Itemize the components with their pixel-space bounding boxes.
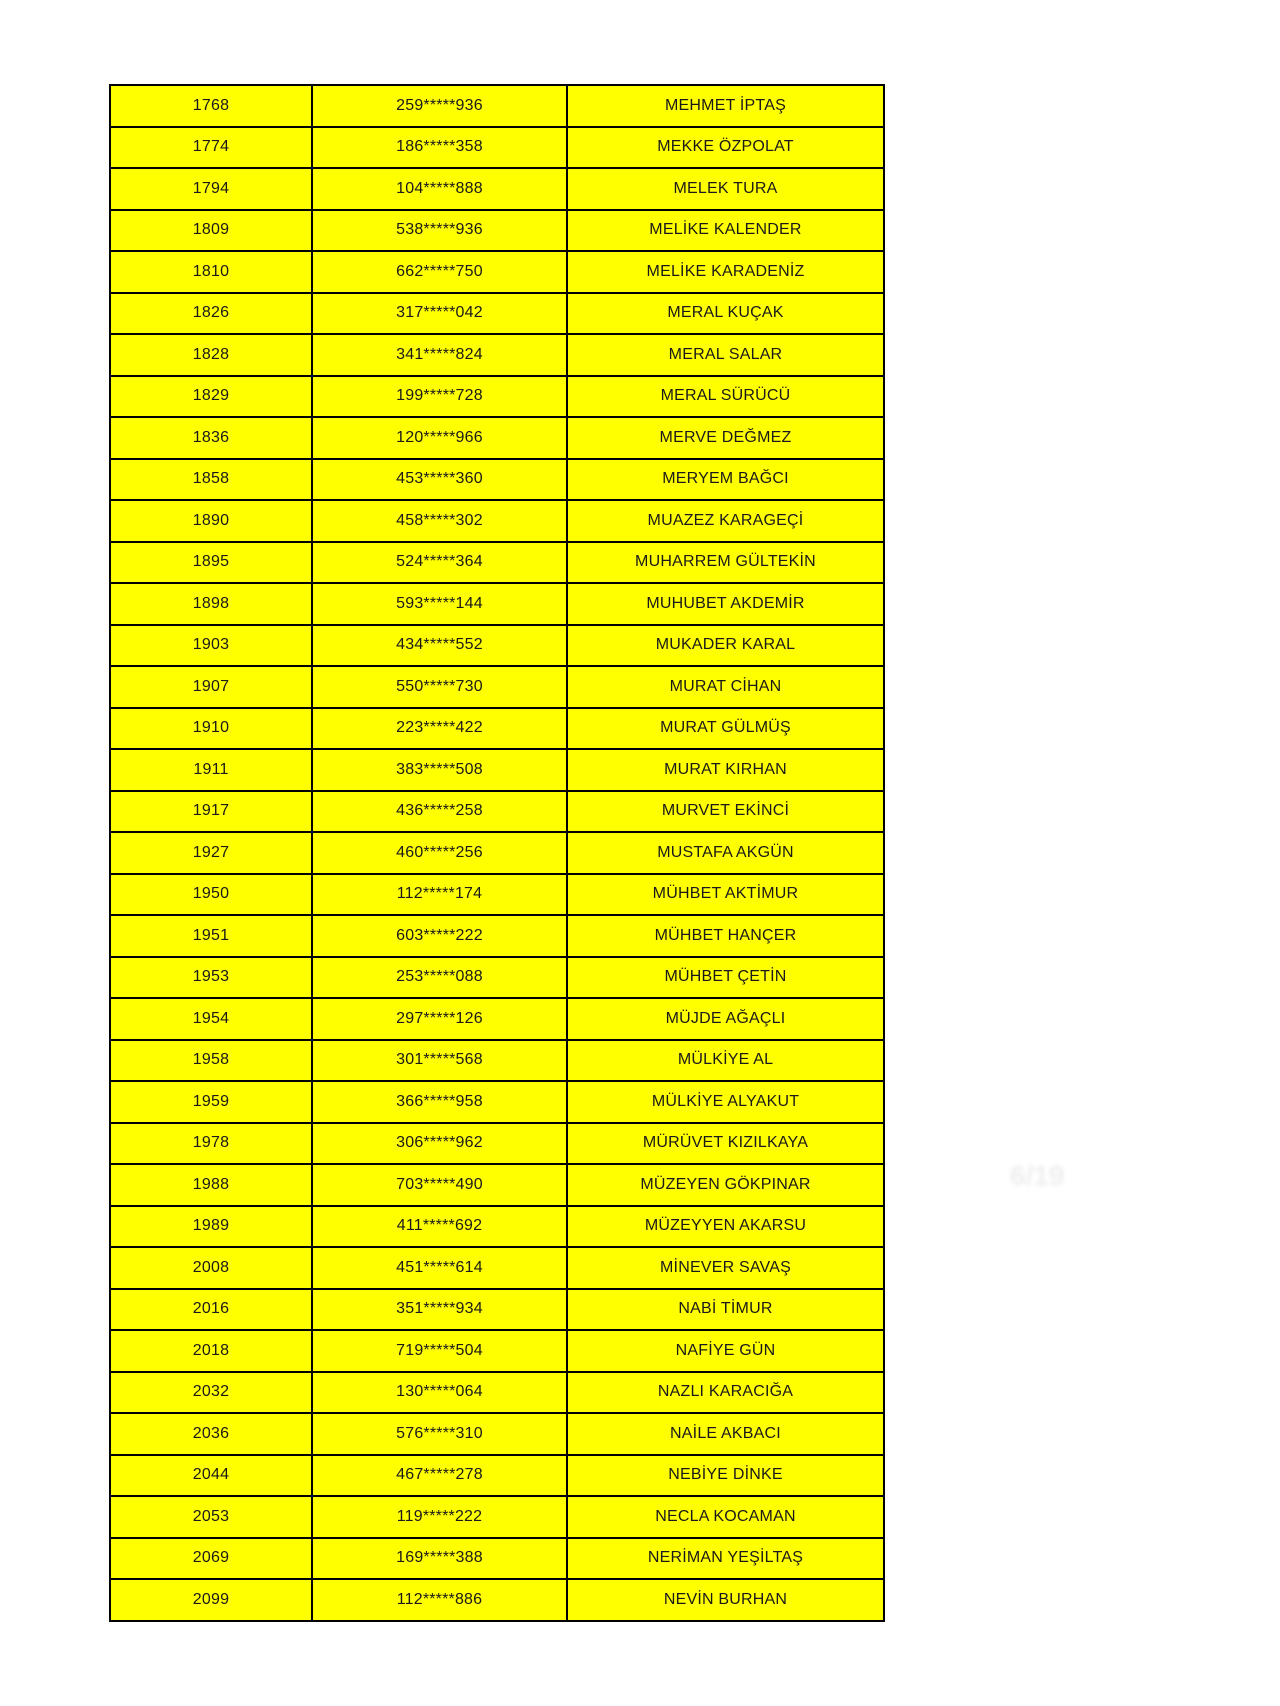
- table-row: [110, 127, 884, 169]
- row-number-cell: 1988: [110, 1164, 312, 1206]
- id-number-cell: 112*****886: [312, 1579, 567, 1621]
- id-number-cell: 317*****042: [312, 293, 567, 335]
- table-row: [110, 376, 884, 418]
- id-number-cell: 550*****730: [312, 666, 567, 708]
- full-name-cell: MURAT CİHAN: [567, 666, 884, 708]
- row-number-cell: 1829: [110, 376, 312, 418]
- full-name-cell: MELİKE KARADENİZ: [567, 251, 884, 293]
- id-number-cell: 120*****966: [312, 417, 567, 459]
- id-number-cell: 119*****222: [312, 1496, 567, 1538]
- full-name-cell: MÜZEYYEN AKARSU: [567, 1206, 884, 1248]
- row-number-cell: 1950: [110, 874, 312, 916]
- full-name-cell: NEVİN BURHAN: [567, 1579, 884, 1621]
- id-number-cell: 199*****728: [312, 376, 567, 418]
- full-name-cell: MEKKE ÖZPOLAT: [567, 127, 884, 169]
- id-number-cell: 458*****302: [312, 500, 567, 542]
- table-row: [110, 1579, 884, 1621]
- id-number-cell: 351*****934: [312, 1289, 567, 1331]
- full-name-cell: MİNEVER SAVAŞ: [567, 1247, 884, 1289]
- row-number-cell: 1927: [110, 832, 312, 874]
- row-number-cell: 1810: [110, 251, 312, 293]
- row-number-cell: 1898: [110, 583, 312, 625]
- id-number-cell: 467*****278: [312, 1455, 567, 1497]
- row-number-cell: 2053: [110, 1496, 312, 1538]
- table-row: [110, 749, 884, 791]
- table-row: [110, 293, 884, 335]
- table-row: [110, 1206, 884, 1248]
- row-number-cell: 1774: [110, 127, 312, 169]
- table-row: [110, 168, 884, 210]
- row-number-cell: 1911: [110, 749, 312, 791]
- row-number-cell: 2069: [110, 1538, 312, 1580]
- row-number-cell: 2018: [110, 1330, 312, 1372]
- id-number-cell: 297*****126: [312, 998, 567, 1040]
- id-number-cell: 460*****256: [312, 832, 567, 874]
- full-name-cell: NEBİYE DİNKE: [567, 1455, 884, 1497]
- row-number-cell: 1858: [110, 459, 312, 501]
- full-name-cell: MÜJDE AĞAÇLI: [567, 998, 884, 1040]
- table-row: [110, 1538, 884, 1580]
- id-number-cell: 576*****310: [312, 1413, 567, 1455]
- id-number-cell: 453*****360: [312, 459, 567, 501]
- table-row: [110, 1247, 884, 1289]
- row-number-cell: 1910: [110, 708, 312, 750]
- full-name-cell: MERAL SALAR: [567, 334, 884, 376]
- table-row: [110, 210, 884, 252]
- table-row: [110, 915, 884, 957]
- table-row: [110, 874, 884, 916]
- row-number-cell: 1890: [110, 500, 312, 542]
- id-number-cell: 436*****258: [312, 791, 567, 833]
- table-body: [110, 85, 884, 1621]
- full-name-cell: MERAL SÜRÜCÜ: [567, 376, 884, 418]
- row-number-cell: 1954: [110, 998, 312, 1040]
- full-name-cell: NAZLI KARACIĞA: [567, 1372, 884, 1414]
- id-number-cell: 223*****422: [312, 708, 567, 750]
- full-name-cell: NAİLE AKBACI: [567, 1413, 884, 1455]
- row-number-cell: 2044: [110, 1455, 312, 1497]
- full-name-cell: NABİ TİMUR: [567, 1289, 884, 1331]
- full-name-cell: MUAZEZ KARAGEÇİ: [567, 500, 884, 542]
- row-number-cell: 2016: [110, 1289, 312, 1331]
- table-row: [110, 251, 884, 293]
- table-row: [110, 417, 884, 459]
- full-name-cell: MÜRÜVET KIZILKAYA: [567, 1123, 884, 1165]
- full-name-cell: MURVET EKİNCİ: [567, 791, 884, 833]
- id-number-cell: 186*****358: [312, 127, 567, 169]
- id-number-cell: 366*****958: [312, 1081, 567, 1123]
- row-number-cell: 1828: [110, 334, 312, 376]
- row-number-cell: 1907: [110, 666, 312, 708]
- id-number-cell: 383*****508: [312, 749, 567, 791]
- row-number-cell: 2036: [110, 1413, 312, 1455]
- id-number-cell: 301*****568: [312, 1040, 567, 1082]
- full-name-cell: MELİKE KALENDER: [567, 210, 884, 252]
- table-row: [110, 583, 884, 625]
- row-number-cell: 1826: [110, 293, 312, 335]
- row-number-cell: 1836: [110, 417, 312, 459]
- table-row: [110, 1040, 884, 1082]
- id-number-cell: 306*****962: [312, 1123, 567, 1165]
- id-number-cell: 130*****064: [312, 1372, 567, 1414]
- row-number-cell: 2032: [110, 1372, 312, 1414]
- full-name-cell: MURAT GÜLMÜŞ: [567, 708, 884, 750]
- table-row: [110, 1372, 884, 1414]
- row-number-cell: 1978: [110, 1123, 312, 1165]
- id-number-cell: 253*****088: [312, 957, 567, 999]
- table-row: [110, 998, 884, 1040]
- table-row: [110, 1496, 884, 1538]
- id-number-cell: 451*****614: [312, 1247, 567, 1289]
- full-name-cell: MÜZEYEN GÖKPINAR: [567, 1164, 884, 1206]
- row-number-cell: 1953: [110, 957, 312, 999]
- table-row: [110, 791, 884, 833]
- row-number-cell: 2099: [110, 1579, 312, 1621]
- table-row: [110, 625, 884, 667]
- table-row: [110, 85, 884, 127]
- full-name-cell: MERVE DEĞMEZ: [567, 417, 884, 459]
- id-number-cell: 593*****144: [312, 583, 567, 625]
- row-number-cell: 1951: [110, 915, 312, 957]
- full-name-cell: MUKADER KARAL: [567, 625, 884, 667]
- full-name-cell: NERİMAN YEŞİLTAŞ: [567, 1538, 884, 1580]
- table-row: [110, 542, 884, 584]
- full-name-cell: MÜHBET ÇETİN: [567, 957, 884, 999]
- row-number-cell: 2008: [110, 1247, 312, 1289]
- full-name-cell: NAFİYE GÜN: [567, 1330, 884, 1372]
- id-number-cell: 603*****222: [312, 915, 567, 957]
- id-number-cell: 112*****174: [312, 874, 567, 916]
- row-number-cell: 1958: [110, 1040, 312, 1082]
- id-number-cell: 538*****936: [312, 210, 567, 252]
- table-row: [110, 1164, 884, 1206]
- table-row: [110, 459, 884, 501]
- table-row: [110, 666, 884, 708]
- table-row: [110, 1081, 884, 1123]
- id-number-cell: 434*****552: [312, 625, 567, 667]
- beneficiary-list-table: [109, 84, 885, 1622]
- full-name-cell: MÜHBET HANÇER: [567, 915, 884, 957]
- full-name-cell: MÜLKİYE ALYAKUT: [567, 1081, 884, 1123]
- table-row: [110, 1413, 884, 1455]
- table-row: [110, 708, 884, 750]
- id-number-cell: 662*****750: [312, 251, 567, 293]
- full-name-cell: MERYEM BAĞCI: [567, 459, 884, 501]
- id-number-cell: 703*****490: [312, 1164, 567, 1206]
- table-row: [110, 500, 884, 542]
- full-name-cell: MEHMET İPTAŞ: [567, 85, 884, 127]
- id-number-cell: 259*****936: [312, 85, 567, 127]
- full-name-cell: MUHARREM GÜLTEKİN: [567, 542, 884, 584]
- page-indicator: 6/19: [1010, 1160, 1065, 1191]
- table-row: [110, 334, 884, 376]
- id-number-cell: 524*****364: [312, 542, 567, 584]
- id-number-cell: 169*****388: [312, 1538, 567, 1580]
- row-number-cell: 1959: [110, 1081, 312, 1123]
- id-number-cell: 719*****504: [312, 1330, 567, 1372]
- full-name-cell: NECLA KOCAMAN: [567, 1496, 884, 1538]
- row-number-cell: 1989: [110, 1206, 312, 1248]
- row-number-cell: 1794: [110, 168, 312, 210]
- table-row: [110, 1289, 884, 1331]
- row-number-cell: 1903: [110, 625, 312, 667]
- table-row: [110, 957, 884, 999]
- row-number-cell: 1895: [110, 542, 312, 584]
- full-name-cell: MÜLKİYE AL: [567, 1040, 884, 1082]
- row-number-cell: 1768: [110, 85, 312, 127]
- full-name-cell: MELEK TURA: [567, 168, 884, 210]
- table-row: [110, 832, 884, 874]
- id-number-cell: 411*****692: [312, 1206, 567, 1248]
- full-name-cell: MERAL KUÇAK: [567, 293, 884, 335]
- row-number-cell: 1809: [110, 210, 312, 252]
- id-number-cell: 341*****824: [312, 334, 567, 376]
- table-row: [110, 1123, 884, 1165]
- full-name-cell: MUHUBET AKDEMİR: [567, 583, 884, 625]
- table-row: [110, 1330, 884, 1372]
- row-number-cell: 1917: [110, 791, 312, 833]
- id-number-cell: 104*****888: [312, 168, 567, 210]
- table-row: [110, 1455, 884, 1497]
- full-name-cell: MUSTAFA AKGÜN: [567, 832, 884, 874]
- full-name-cell: MÜHBET AKTİMUR: [567, 874, 884, 916]
- full-name-cell: MURAT KIRHAN: [567, 749, 884, 791]
